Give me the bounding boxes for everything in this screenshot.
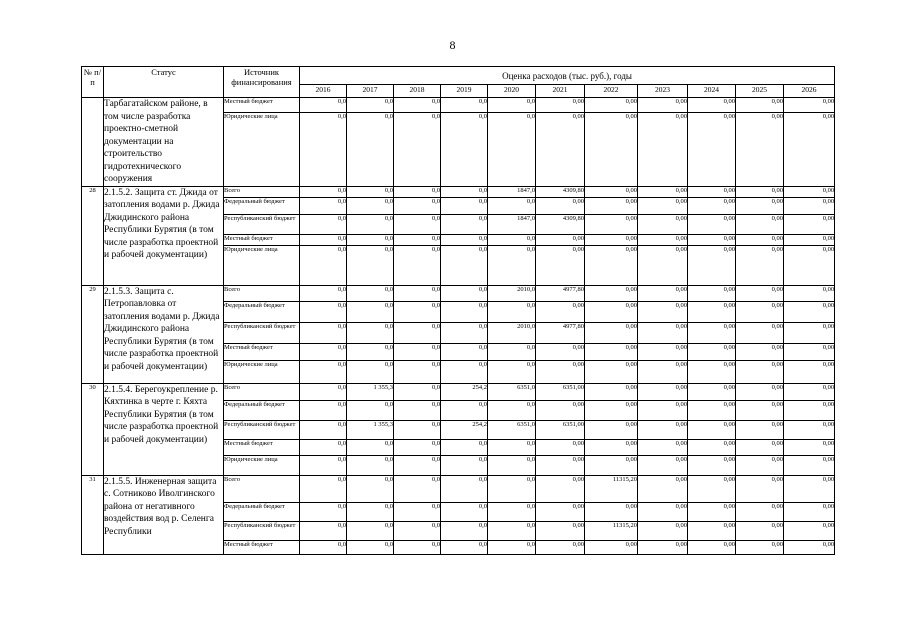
- value-cell: 0,0: [394, 540, 441, 554]
- value-cell: 0,0: [394, 234, 441, 245]
- value-cell: 0,00: [585, 301, 638, 322]
- value-cell: 0,0: [488, 98, 536, 113]
- value-cell: 0,00: [784, 214, 835, 234]
- status-cell: 2.1.5.5. Инженерная защита с. Сотниково Иволгинского района от негативного воздействия вод р. Селенга Республики: [104, 475, 224, 554]
- value-cell: 0,0: [347, 439, 394, 455]
- value-cell: 0,00: [688, 301, 736, 322]
- value-cell: 0,00: [638, 400, 688, 420]
- source-cell: Республиканский бюджет: [224, 420, 300, 439]
- value-cell: 0,00: [585, 455, 638, 475]
- value-cell: 6351,0: [488, 383, 536, 400]
- row-number: 31: [82, 475, 104, 554]
- value-cell: 0,0: [347, 112, 394, 186]
- value-cell: 0,0: [300, 186, 347, 197]
- source-cell: Федеральный бюджет: [224, 502, 300, 521]
- value-cell: 0,0: [300, 285, 347, 301]
- value-cell: 0,0: [347, 360, 394, 383]
- value-cell: 0,00: [688, 360, 736, 383]
- value-cell: 0,0: [488, 475, 536, 502]
- value-cell: 0,0: [300, 360, 347, 383]
- value-cell: 0,0: [347, 197, 394, 214]
- value-cell: 0,0: [300, 343, 347, 360]
- value-cell: 0,00: [638, 234, 688, 245]
- value-cell: 0,00: [736, 455, 784, 475]
- value-cell: 0,00: [638, 301, 688, 322]
- value-cell: 0,00: [688, 400, 736, 420]
- value-cell: 0,00: [784, 301, 835, 322]
- value-cell: 0,00: [784, 245, 835, 285]
- value-cell: 0,0: [441, 98, 488, 113]
- year-header-2021: 2021: [536, 85, 585, 98]
- value-cell: 0,00: [688, 439, 736, 455]
- source-cell: Местный бюджет: [224, 439, 300, 455]
- value-cell: 0,00: [585, 197, 638, 214]
- value-cell: 0,0: [300, 383, 347, 400]
- value-cell: 0,00: [688, 540, 736, 554]
- table-body: [82, 98, 835, 555]
- value-cell: 0,0: [441, 502, 488, 521]
- header-source: Источник финансирования: [224, 67, 300, 98]
- status-cell: Тарбагатайском районе, в том числе разработка проектно-сметной документации на строительство гидротехнического сооружения: [104, 98, 224, 187]
- source-cell: Всего: [224, 186, 300, 197]
- value-cell: 0,00: [736, 360, 784, 383]
- value-cell: 0,0: [394, 322, 441, 343]
- header-num: № п/п: [82, 67, 104, 98]
- value-cell: 0,00: [638, 245, 688, 285]
- value-cell: 0,00: [585, 186, 638, 197]
- value-cell: 0,00: [784, 197, 835, 214]
- table-row: [82, 475, 835, 502]
- value-cell: 0,00: [736, 214, 784, 234]
- value-cell: 1 355,3: [347, 383, 394, 400]
- value-cell: 0,00: [688, 475, 736, 502]
- value-cell: 0,0: [488, 400, 536, 420]
- value-cell: 254,2: [441, 420, 488, 439]
- value-cell: 254,2: [441, 383, 488, 400]
- budget-table: [81, 66, 835, 555]
- value-cell: 0,00: [638, 540, 688, 554]
- value-cell: 0,00: [536, 475, 585, 502]
- value-cell: 0,00: [638, 343, 688, 360]
- value-cell: 0,0: [441, 186, 488, 197]
- value-cell: 0,0: [441, 439, 488, 455]
- value-cell: 0,00: [638, 420, 688, 439]
- value-cell: 0,00: [784, 322, 835, 343]
- value-cell: 4977,80: [536, 322, 585, 343]
- value-cell: 0,0: [347, 322, 394, 343]
- value-cell: 0,0: [394, 521, 441, 540]
- row-number: 29: [82, 285, 104, 383]
- value-cell: 0,0: [488, 360, 536, 383]
- value-cell: 0,0: [394, 420, 441, 439]
- value-cell: 0,00: [784, 343, 835, 360]
- value-cell: 11315,20: [585, 521, 638, 540]
- source-cell: Всего: [224, 383, 300, 400]
- year-header-2018: 2018: [394, 85, 441, 98]
- value-cell: 0,00: [688, 521, 736, 540]
- value-cell: 0,00: [638, 322, 688, 343]
- value-cell: 0,0: [394, 439, 441, 455]
- value-cell: 0,0: [441, 521, 488, 540]
- value-cell: 0,0: [441, 234, 488, 245]
- value-cell: 0,0: [300, 439, 347, 455]
- value-cell: 0,0: [347, 214, 394, 234]
- value-cell: 0,00: [536, 98, 585, 113]
- value-cell: 0,00: [736, 420, 784, 439]
- value-cell: 0,0: [488, 245, 536, 285]
- table-row: [82, 98, 835, 113]
- value-cell: 0,00: [784, 360, 835, 383]
- source-cell: Местный бюджет: [224, 540, 300, 554]
- value-cell: 0,00: [585, 420, 638, 439]
- value-cell: 0,00: [784, 383, 835, 400]
- value-cell: 0,00: [536, 502, 585, 521]
- year-header-2016: 2016: [300, 85, 347, 98]
- value-cell: 0,0: [300, 455, 347, 475]
- value-cell: 0,00: [638, 98, 688, 113]
- value-cell: 0,0: [300, 322, 347, 343]
- value-cell: 0,0: [394, 400, 441, 420]
- value-cell: 1 355,3: [347, 420, 394, 439]
- source-cell: Местный бюджет: [224, 98, 300, 113]
- value-cell: 0,0: [347, 400, 394, 420]
- value-cell: 0,0: [441, 540, 488, 554]
- value-cell: 0,00: [736, 98, 784, 113]
- value-cell: 0,00: [688, 455, 736, 475]
- value-cell: 0,0: [488, 455, 536, 475]
- source-cell: Юридические лица: [224, 245, 300, 285]
- value-cell: 0,0: [488, 521, 536, 540]
- value-cell: 6351,0: [488, 420, 536, 439]
- value-cell: 1847,0: [488, 214, 536, 234]
- value-cell: 0,0: [347, 540, 394, 554]
- value-cell: 0,0: [488, 439, 536, 455]
- source-cell: Федеральный бюджет: [224, 301, 300, 322]
- value-cell: 0,00: [736, 502, 784, 521]
- value-cell: 0,00: [585, 343, 638, 360]
- year-header-2025: 2025: [736, 85, 784, 98]
- source-cell: Республиканский бюджет: [224, 521, 300, 540]
- value-cell: 0,00: [638, 383, 688, 400]
- value-cell: 0,00: [784, 502, 835, 521]
- value-cell: 0,00: [585, 502, 638, 521]
- table-row: [82, 186, 835, 197]
- value-cell: 0,00: [688, 343, 736, 360]
- value-cell: 6351,00: [536, 383, 585, 400]
- source-cell: Юридические лица: [224, 112, 300, 186]
- year-header-2022: 2022: [585, 85, 638, 98]
- value-cell: 0,00: [688, 197, 736, 214]
- source-cell: Всего: [224, 475, 300, 502]
- value-cell: 2010,0: [488, 285, 536, 301]
- value-cell: 0,0: [441, 197, 488, 214]
- value-cell: 0,00: [585, 439, 638, 455]
- value-cell: 0,00: [585, 360, 638, 383]
- value-cell: 0,00: [688, 245, 736, 285]
- value-cell: 0,00: [536, 343, 585, 360]
- value-cell: 0,00: [784, 234, 835, 245]
- value-cell: 0,00: [784, 420, 835, 439]
- header-status: Статус: [104, 67, 224, 98]
- value-cell: 0,00: [585, 540, 638, 554]
- value-cell: 0,0: [441, 343, 488, 360]
- value-cell: 0,00: [638, 502, 688, 521]
- value-cell: 2010,0: [488, 322, 536, 343]
- value-cell: 4977,80: [536, 285, 585, 301]
- value-cell: 0,0: [394, 112, 441, 186]
- table-row: [82, 383, 835, 400]
- value-cell: 0,00: [638, 186, 688, 197]
- value-cell: 0,00: [688, 383, 736, 400]
- value-cell: 0,0: [300, 540, 347, 554]
- value-cell: 0,0: [300, 502, 347, 521]
- value-cell: 0,0: [300, 301, 347, 322]
- value-cell: 0,00: [784, 285, 835, 301]
- value-cell: 0,00: [585, 234, 638, 245]
- value-cell: 0,00: [638, 197, 688, 214]
- value-cell: 0,0: [300, 234, 347, 245]
- value-cell: 6351,00: [536, 420, 585, 439]
- source-cell: Местный бюджет: [224, 343, 300, 360]
- value-cell: 0,00: [784, 400, 835, 420]
- value-cell: 0,00: [688, 285, 736, 301]
- value-cell: 0,0: [441, 301, 488, 322]
- value-cell: 0,0: [347, 186, 394, 197]
- value-cell: 0,00: [536, 245, 585, 285]
- value-cell: 0,00: [688, 420, 736, 439]
- value-cell: 0,0: [394, 245, 441, 285]
- value-cell: 0,00: [638, 439, 688, 455]
- value-cell: 0,00: [736, 186, 784, 197]
- year-header-2019: 2019: [441, 85, 488, 98]
- value-cell: 0,0: [300, 197, 347, 214]
- year-header-2026: 2026: [784, 85, 835, 98]
- year-header-2023: 2023: [638, 85, 688, 98]
- value-cell: 0,00: [688, 234, 736, 245]
- value-cell: 0,0: [347, 475, 394, 502]
- value-cell: 0,0: [394, 197, 441, 214]
- value-cell: 0,0: [394, 214, 441, 234]
- value-cell: 0,0: [394, 455, 441, 475]
- value-cell: 0,0: [488, 234, 536, 245]
- value-cell: 0,0: [441, 475, 488, 502]
- value-cell: 0,0: [394, 360, 441, 383]
- value-cell: 0,0: [347, 521, 394, 540]
- value-cell: 0,00: [536, 400, 585, 420]
- value-cell: 0,00: [638, 360, 688, 383]
- value-cell: 0,00: [736, 197, 784, 214]
- value-cell: 0,0: [488, 343, 536, 360]
- value-cell: 0,00: [638, 285, 688, 301]
- value-cell: 0,0: [347, 301, 394, 322]
- value-cell: 0,0: [441, 455, 488, 475]
- value-cell: 0,0: [300, 98, 347, 113]
- value-cell: 0,0: [441, 285, 488, 301]
- value-cell: 0,0: [488, 112, 536, 186]
- value-cell: 0,00: [736, 400, 784, 420]
- value-cell: 0,00: [585, 112, 638, 186]
- value-cell: 0,0: [300, 521, 347, 540]
- value-cell: 0,0: [394, 475, 441, 502]
- value-cell: 0,0: [347, 502, 394, 521]
- row-number: [82, 98, 104, 187]
- value-cell: 11315,20: [585, 475, 638, 502]
- value-cell: 0,0: [441, 322, 488, 343]
- table-row: [82, 285, 835, 301]
- value-cell: 0,0: [394, 502, 441, 521]
- value-cell: 0,0: [347, 245, 394, 285]
- value-cell: 0,00: [736, 540, 784, 554]
- source-cell: Республиканский бюджет: [224, 322, 300, 343]
- value-cell: 0,00: [585, 98, 638, 113]
- value-cell: 0,0: [300, 245, 347, 285]
- value-cell: 0,00: [536, 301, 585, 322]
- value-cell: 0,00: [784, 475, 835, 502]
- value-cell: 0,00: [736, 234, 784, 245]
- value-cell: 0,00: [638, 112, 688, 186]
- value-cell: 0,00: [585, 400, 638, 420]
- value-cell: 0,00: [736, 245, 784, 285]
- value-cell: 0,00: [638, 475, 688, 502]
- value-cell: 0,00: [688, 112, 736, 186]
- value-cell: 0,00: [638, 214, 688, 234]
- value-cell: 0,00: [784, 439, 835, 455]
- value-cell: 0,00: [784, 186, 835, 197]
- year-header-2024: 2024: [688, 85, 736, 98]
- value-cell: 0,00: [536, 112, 585, 186]
- value-cell: 0,00: [736, 439, 784, 455]
- status-cell: 2.1.5.3. Защита с. Петропавловка от затопления водами р. Джида Джидинского района Республики Бурятия (в том числе разработка проектной и рабочей документации): [104, 285, 224, 383]
- value-cell: 0,00: [536, 455, 585, 475]
- value-cell: 0,00: [585, 383, 638, 400]
- value-cell: 0,00: [688, 98, 736, 113]
- row-number: 28: [82, 186, 104, 285]
- value-cell: 0,00: [536, 439, 585, 455]
- value-cell: 0,00: [784, 112, 835, 186]
- value-cell: 0,0: [347, 455, 394, 475]
- value-cell: 0,00: [688, 214, 736, 234]
- value-cell: 0,00: [736, 301, 784, 322]
- value-cell: 0,00: [688, 186, 736, 197]
- value-cell: 0,0: [394, 343, 441, 360]
- value-cell: 0,0: [300, 112, 347, 186]
- value-cell: 0,00: [536, 197, 585, 214]
- value-cell: 0,00: [688, 322, 736, 343]
- value-cell: 0,0: [394, 301, 441, 322]
- value-cell: 0,00: [784, 540, 835, 554]
- status-cell: 2.1.5.2. Защита ст. Джида от затопления водами р. Джида Джидинского района Республики Бурятия (в том числе разработка проектной и рабочей документации): [104, 186, 224, 285]
- value-cell: 0,00: [736, 112, 784, 186]
- row-number: 30: [82, 383, 104, 475]
- value-cell: 0,00: [736, 383, 784, 400]
- table-header: [82, 67, 835, 98]
- source-cell: Юридические лица: [224, 455, 300, 475]
- value-cell: 0,0: [347, 234, 394, 245]
- header-estimate: Оценка расходов (тыс. руб.), годы: [300, 67, 835, 85]
- value-cell: 0,00: [585, 245, 638, 285]
- value-cell: 0,0: [347, 98, 394, 113]
- source-cell: Юридические лица: [224, 360, 300, 383]
- year-header-2017: 2017: [347, 85, 394, 98]
- value-cell: 0,00: [688, 502, 736, 521]
- value-cell: 0,00: [736, 285, 784, 301]
- value-cell: 0,00: [784, 521, 835, 540]
- value-cell: 0,0: [441, 400, 488, 420]
- value-cell: 0,0: [488, 502, 536, 521]
- source-cell: Республиканский бюджет: [224, 214, 300, 234]
- value-cell: 0,00: [638, 521, 688, 540]
- value-cell: 0,00: [736, 521, 784, 540]
- value-cell: 0,00: [536, 234, 585, 245]
- value-cell: 0,0: [394, 186, 441, 197]
- value-cell: 0,0: [300, 475, 347, 502]
- source-cell: Федеральный бюджет: [224, 197, 300, 214]
- value-cell: 0,00: [784, 455, 835, 475]
- value-cell: 0,00: [585, 214, 638, 234]
- value-cell: 0,0: [488, 540, 536, 554]
- page-number: 8: [449, 38, 456, 52]
- value-cell: 0,0: [347, 343, 394, 360]
- value-cell: 0,00: [736, 343, 784, 360]
- value-cell: 0,0: [441, 360, 488, 383]
- value-cell: 0,0: [394, 98, 441, 113]
- value-cell: 0,00: [536, 540, 585, 554]
- value-cell: 0,00: [585, 285, 638, 301]
- year-header-2020: 2020: [488, 85, 536, 98]
- source-cell: Местный бюджет: [224, 234, 300, 245]
- value-cell: 0,00: [536, 360, 585, 383]
- value-cell: 0,00: [736, 475, 784, 502]
- value-cell: 0,0: [441, 214, 488, 234]
- value-cell: 0,0: [300, 214, 347, 234]
- value-cell: 0,0: [441, 112, 488, 186]
- value-cell: 0,0: [347, 285, 394, 301]
- value-cell: 0,0: [488, 197, 536, 214]
- value-cell: 0,00: [736, 322, 784, 343]
- value-cell: 0,00: [585, 322, 638, 343]
- value-cell: 0,0: [394, 285, 441, 301]
- value-cell: 0,0: [488, 301, 536, 322]
- value-cell: 0,00: [638, 455, 688, 475]
- status-cell: 2.1.5.4. Берегоукрепление р. Кяхтинка в черте г. Кяхта Республики Бурятия (в том числе разработка проектной и рабочей документации): [104, 383, 224, 475]
- source-cell: Всего: [224, 285, 300, 301]
- value-cell: 0,0: [441, 245, 488, 285]
- source-cell: Федеральный бюджет: [224, 400, 300, 420]
- value-cell: 0,00: [536, 521, 585, 540]
- value-cell: 4309,80: [536, 186, 585, 197]
- value-cell: 4309,80: [536, 214, 585, 234]
- value-cell: 0,00: [784, 98, 835, 113]
- value-cell: 0,0: [300, 420, 347, 439]
- value-cell: 1847,0: [488, 186, 536, 197]
- value-cell: 0,0: [300, 400, 347, 420]
- value-cell: 0,0: [394, 383, 441, 400]
